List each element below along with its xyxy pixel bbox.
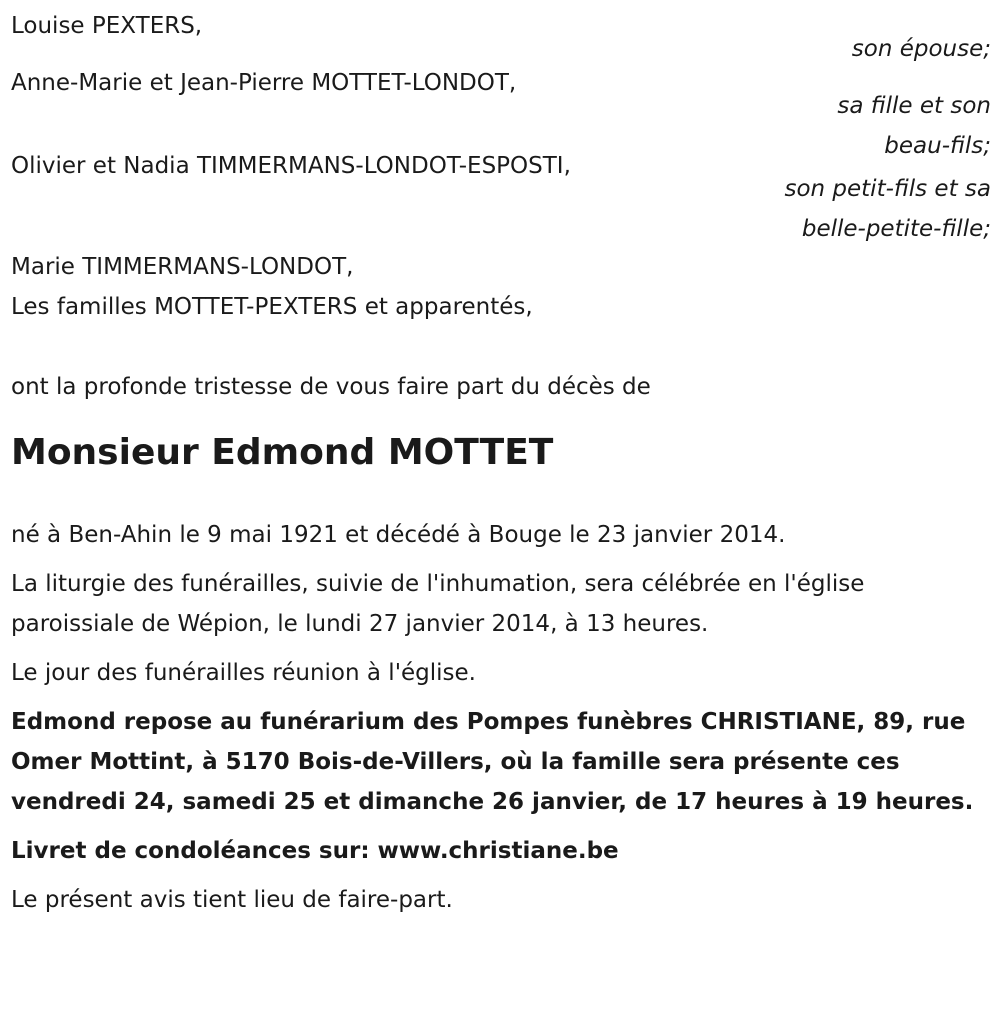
family-name: Anne-Marie et Jean-Pierre MOTTET-LONDOT, <box>11 70 517 96</box>
announcement: ont la profonde tristesse de vous faire part du décès de <box>11 374 651 400</box>
family-name: Olivier et Nadia TIMMERMANS-LONDOT-ESPOSTI, <box>11 153 571 179</box>
liturgy: La liturgie des funérailles, suivie de l'inhumation, sera célébrée en l'église paroissiale de Wépion, le lundi 27 janvier 2014, à 13 heures. <box>11 571 865 637</box>
family-role: sa fille et son <box>837 93 991 119</box>
funerarium: Edmond repose au funérarium des Pompes funèbres CHRISTIANE, 89, rue Omer Mottint, à 5170 Bois-de-Villers, où la famille sera présente ces vendredi 24, samedi 25 et dimanche 26 janvier, de 17 heures à 19 heures. <box>11 709 974 815</box>
obituary-notice <box>11 6 991 929</box>
family-role: son épouse; <box>851 36 991 62</box>
family-role: son petit-fils et sa <box>784 176 991 202</box>
family-other: Marie TIMMERMANS-LONDOT, <box>11 254 354 280</box>
family-entry-grandson <box>11 146 991 249</box>
condolences: Livret de condoléances sur: www.christiane.be <box>11 838 619 864</box>
meeting: Le jour des funérailles réunion à l'église. <box>11 660 476 686</box>
family-other: Les familles MOTTET-PEXTERS et apparentés, <box>11 294 533 320</box>
deceased-name: Monsieur Edmond MOTTET <box>11 432 554 473</box>
family-name: Louise PEXTERS, <box>11 13 203 39</box>
notice: Le présent avis tient lieu de faire-part. <box>11 887 453 913</box>
family-entry-spouse <box>11 6 991 69</box>
family-role: beau-fils; <box>884 133 991 159</box>
family-role: belle-petite-fille; <box>801 216 991 242</box>
born-died: né à Ben-Ahin le 9 mai 1921 et décédé à Bouge le 23 janvier 2014. <box>11 522 786 548</box>
spacer <box>11 327 991 367</box>
